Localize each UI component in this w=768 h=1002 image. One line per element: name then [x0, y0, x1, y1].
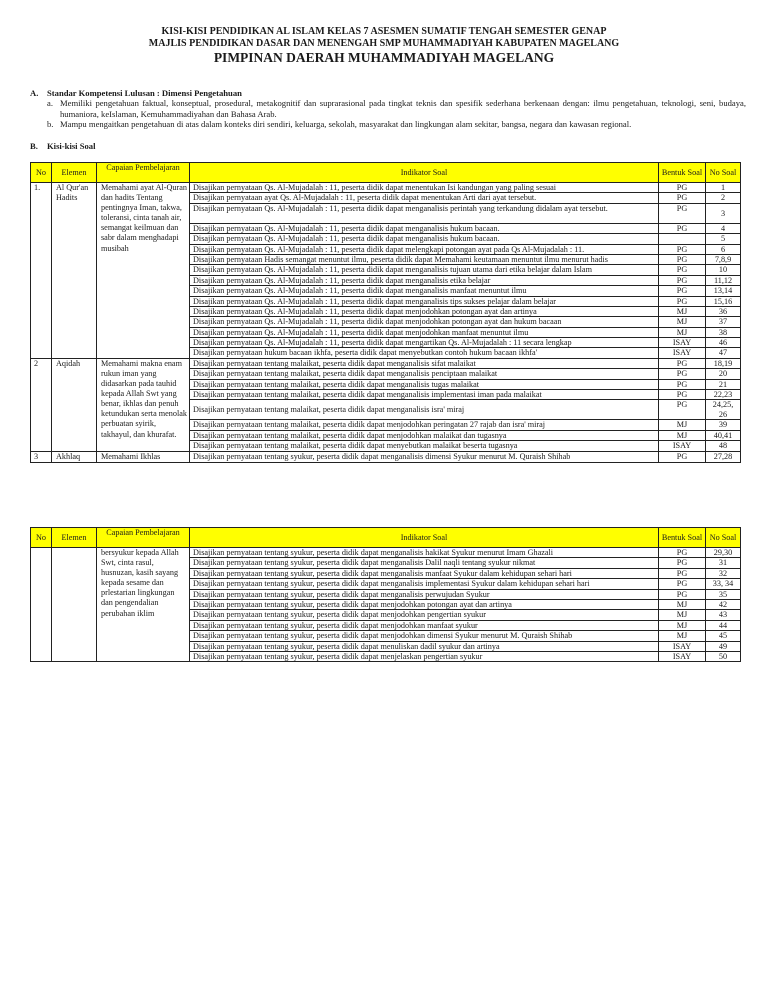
cell-nosoal: 2 — [706, 193, 741, 203]
kisi-kisi-table-2 — [30, 527, 741, 662]
cell-indikator: Disajikan pernyataan Qs. Al-Mujadalah : 11, peserta didik dapat menganalisis tips sukses pelajar dalam belajar — [190, 296, 659, 306]
cell-indikator: Disajikan pernyataan Qs. Al-Mujadalah : 11, peserta didik dapat menganalisis hukum bacaan. — [190, 234, 659, 244]
cell-bentuk: PG — [659, 254, 706, 264]
cell-indikator: Disajikan pernyataan hukum bacaan ikhfa, peserta didik dapat menyebutkan contoh hukum bacaan ikhfa' — [190, 348, 659, 358]
cell-nosoal: 46 — [706, 338, 741, 348]
table-header-row — [31, 163, 741, 183]
section-b-heading — [30, 141, 95, 151]
cell-bentuk: MJ — [659, 599, 706, 609]
section-a-title: Standar Kompetensi Lulusan : Dimensi Pengetahuan — [47, 88, 242, 98]
cell-nosoal: 27,28 — [706, 451, 741, 462]
header-indikator: Indikator Soal — [190, 528, 659, 548]
cell-bentuk: PG — [659, 265, 706, 275]
cell-indikator: Disajikan pernyataan tentang syukur, peserta didik dapat menuliskan dadil syukur dan artinya — [190, 641, 659, 651]
cell-nosoal: 20 — [706, 369, 741, 379]
section-b-marker: B. — [30, 141, 38, 151]
list-marker: b. — [47, 119, 54, 130]
cell-nosoal: 11,12 — [706, 275, 741, 285]
cell-indikator: Disajikan pernyataan tentang syukur, peserta didik dapat menjodohkan potongan ayat dan artinya — [190, 599, 659, 609]
cell-capaian: Memahami ayat Al-Quran dan hadits Tentang pentingnya Iman, takwa, toleransi, cinta tanah air, semangat keilmuan dan sabr dalam menghadapi musibah — [97, 183, 190, 359]
kisi-kisi-table-1 — [30, 162, 741, 463]
cell-bentuk: PG — [659, 558, 706, 568]
table-row — [31, 183, 741, 193]
cell-indikator: Disajikan pernyataan Qs. Al-Mujadalah : 11, peserta didik dapat mengartikan Qs. Al-Mujadalah : 11 secara lengkap — [190, 338, 659, 348]
cell-bentuk: PG — [659, 568, 706, 578]
cell-indikator: Disajikan pernyataan Qs. Al-Mujadalah : 11, peserta didik dapat menjodohkan potongan ayat dan hukum bacaan — [190, 317, 659, 327]
cell-indikator: Disajikan pernyataan tentang malaikat, peserta didik dapat menganalisis tugas malaikat — [190, 379, 659, 389]
cell-nosoal: 6 — [706, 244, 741, 254]
cell-capaian: Memahami makna enam rukun iman yang didasarkan pada tauhid kepada Allah Swt yang benar, ikhlas dan penuh ketundukan serta menolak perbuatan syirik, takhayul, dan khurafat. — [97, 358, 190, 451]
cell-nosoal: 42 — [706, 599, 741, 609]
header-indikator: Indikator Soal — [190, 163, 659, 183]
cell-indikator: Disajikan pernyataan Qs. Al-Mujadalah : 11, peserta didik dapat menganalisis manfaat menuntut ilmu — [190, 286, 659, 296]
cell-nosoal: 7,8,9 — [706, 254, 741, 264]
cell-nosoal: 33, 34 — [706, 579, 741, 589]
cell-bentuk: ISAY — [659, 641, 706, 651]
header-elemen: Elemen — [52, 528, 97, 548]
cell-nosoal: 39 — [706, 420, 741, 430]
cell-indikator: Disajikan pernyataan tentang syukur, peserta didik dapat menjodohkan dimensi Syukur menurut M. Quraish Shihab — [190, 631, 659, 641]
cell-indikator: Disajikan pernyataan tentang malaikat, peserta didik dapat menganalisis implementasi iman pada malaikat — [190, 390, 659, 400]
cell-bentuk: PG — [659, 244, 706, 254]
cell-bentuk: PG — [659, 193, 706, 203]
cell-nosoal: 50 — [706, 651, 741, 661]
cell-nosoal: 13,14 — [706, 286, 741, 296]
list-item-text: Mampu mengaitkan pengetahuan di atas dalam konteks diri sendiri, keluarga, sekolah, masyarakat dan lingkungan alam sekitar, bangsa, negara dan kawasan regional. — [60, 119, 632, 130]
cell-bentuk: PG — [659, 548, 706, 558]
cell-indikator: Disajikan pernyataan Qs. Al-Mujadalah : 11, peserta didik dapat menganalisis perintah yang terkandung didalam ayat tersebut. — [190, 203, 659, 223]
header-capaian: Capaian Pembelajaran — [97, 163, 190, 183]
cell-bentuk: MJ — [659, 306, 706, 316]
header-elemen: Elemen — [52, 163, 97, 183]
cell-indikator: Disajikan pernyataan tentang malaikat, peserta didik dapat menjodohkan malaikat dan tugasnya — [190, 430, 659, 440]
table-header-row — [31, 528, 741, 548]
cell-nosoal: 1 — [706, 183, 741, 193]
cell-nosoal: 24,25, 26 — [706, 400, 741, 420]
cell-bentuk: MJ — [659, 420, 706, 430]
cell-elemen — [52, 548, 97, 662]
cell-bentuk: PG — [659, 451, 706, 462]
cell-indikator: Disajikan pernyataan tentang malaikat, peserta didik dapat menjodohkan peringatan 27 rajab dan isra' miraj — [190, 420, 659, 430]
cell-indikator: Disajikan pernyataan tentang syukur, peserta didik dapat menjodohkan manfaat syukur — [190, 620, 659, 630]
cell-no: 3 — [31, 451, 52, 462]
cell-bentuk: ISAY — [659, 651, 706, 661]
section-a — [30, 88, 746, 130]
cell-indikator: Disajikan pernyataan Hadis semangat menuntut ilmu, peserta didik dapat Memahami keutamaan menuntut ilmu menurut hadis — [190, 254, 659, 264]
cell-nosoal: 44 — [706, 620, 741, 630]
cell-indikator: Disajikan pernyataan Qs. Al-Mujadalah : 11, peserta didik dapat menganalisis etika belajar — [190, 275, 659, 285]
cell-indikator: Disajikan pernyataan tentang syukur, peserta didik dapat menganalisis implementasi Syukur dalam kehidupan sehari hari — [190, 579, 659, 589]
cell-nosoal: 47 — [706, 348, 741, 358]
cell-bentuk: PG — [659, 358, 706, 368]
header-title-line-3: PIMPINAN DAERAH MUHAMMADIYAH MAGELANG — [213, 50, 555, 65]
cell-indikator: Disajikan pernyataan tentang malaikat, peserta didik dapat menyebutkan malaikat beserta tugasnya — [190, 441, 659, 451]
cell-nosoal: 10 — [706, 265, 741, 275]
cell-nosoal: 15,16 — [706, 296, 741, 306]
cell-indikator: Disajikan pernyataan Qs. Al-Mujadalah : 11, peserta didik dapat menentukan Isi kandungan yang paling sesuai — [190, 183, 659, 193]
list-item-text: Memiliki pengetahuan faktual, konseptual, prosedural, metakognitif dan suprarasional pada tingkat teknis dan spesifik sederhana berkenaan dengan: ilmu pengetahuan, teknologi, seni, budaya, humaniora, keIslaman, Kemuhammadiyahan dan Bahasa Arab. — [60, 98, 746, 119]
cell-bentuk — [659, 234, 706, 244]
cell-indikator: Disajikan pernyataan tentang malaikat, peserta didik dapat menganalisis sifat malaikat — [190, 358, 659, 368]
cell-indikator: Disajikan pernyataan Qs. Al-Mujadalah : 11, peserta didik dapat menganalisis tujuan utama dari etika belajar dalam Islam — [190, 265, 659, 275]
cell-bentuk: PG — [659, 589, 706, 599]
list-marker: a. — [47, 98, 53, 109]
cell-bentuk: ISAY — [659, 338, 706, 348]
table-row — [31, 451, 741, 462]
cell-bentuk: PG — [659, 183, 706, 193]
cell-nosoal: 32 — [706, 568, 741, 578]
header-no: No — [31, 528, 52, 548]
header-title-line-2: MAJLIS PENDIDIKAN DASAR DAN MENENGAH SMP MUHAMMADIYAH KABUPATEN MAGELANG — [148, 38, 620, 49]
cell-bentuk: PG — [659, 286, 706, 296]
cell-indikator: Disajikan pernyataan tentang syukur, peserta didik dapat menjodohkan pengertian syukur — [190, 610, 659, 620]
cell-indikator: Disajikan pernyataan tentang syukur, peserta didik dapat menganalisis manfaat Syukur dalam kehidupan sehari hari — [190, 568, 659, 578]
cell-nosoal: 40,41 — [706, 430, 741, 440]
cell-elemen: Akhlaq — [52, 451, 97, 462]
cell-elemen: Aqidah — [52, 358, 97, 451]
cell-bentuk: PG — [659, 296, 706, 306]
header-no: No — [31, 163, 52, 183]
cell-nosoal: 5 — [706, 234, 741, 244]
cell-nosoal: 3 — [706, 203, 741, 223]
cell-indikator: Disajikan pernyataan tentang syukur, peserta didik dapat menganalisis dimensi Syukur menurut M. Quraish Shihab — [190, 451, 659, 462]
cell-bentuk: PG — [659, 390, 706, 400]
cell-bentuk: PG — [659, 379, 706, 389]
cell-indikator: Disajikan pernyataan Qs. Al-Mujadalah : 11, peserta didik dapat melengkapi potongan ayat pada Qs Al-Mujadalah : 11. — [190, 244, 659, 254]
cell-no — [31, 548, 52, 662]
cell-indikator: Disajikan pernyataan ayat Qs. Al-Mujadalah : 11, peserta didik dapat menentukan Arti dari ayat tersebut. — [190, 193, 659, 203]
cell-bentuk: PG — [659, 400, 706, 420]
cell-nosoal: 35 — [706, 589, 741, 599]
cell-indikator: Disajikan pernyataan Qs. Al-Mujadalah : 11, peserta didik dapat menganalisis hukum bacaan. — [190, 223, 659, 233]
cell-nosoal: 45 — [706, 631, 741, 641]
cell-nosoal: 36 — [706, 306, 741, 316]
cell-bentuk: PG — [659, 223, 706, 233]
cell-no: 1. — [31, 183, 52, 359]
cell-bentuk: PG — [659, 579, 706, 589]
cell-bentuk: MJ — [659, 317, 706, 327]
cell-indikator: Disajikan pernyataan tentang malaikat, peserta didik dapat menganalisis penciptaan malaikat — [190, 369, 659, 379]
header-nosoal: No Soal — [706, 528, 741, 548]
section-b-title: Kisi-kisi Soal — [47, 141, 96, 151]
cell-bentuk: MJ — [659, 620, 706, 630]
cell-bentuk: PG — [659, 275, 706, 285]
cell-bentuk: ISAY — [659, 348, 706, 358]
cell-indikator: Disajikan pernyataan tentang syukur, peserta didik dapat menganalisis Dalil naqli tentang syukur nikmat — [190, 558, 659, 568]
cell-nosoal: 48 — [706, 441, 741, 451]
header-bentuk: Bentuk Soal — [659, 528, 706, 548]
section-a-marker: A. — [30, 88, 39, 98]
cell-indikator: Disajikan pernyataan tentang syukur, peserta didik dapat menjelaskan pengertian syukur — [190, 651, 659, 661]
header-title-line-1: KISI-KISI PENDIDIKAN AL ISLAM KELAS 7 ASESMEN SUMATIF TENGAH SEMESTER GENAP — [161, 26, 607, 37]
cell-nosoal: 18,19 — [706, 358, 741, 368]
cell-nosoal: 49 — [706, 641, 741, 651]
header-capaian: Capaian Pembelajaran — [97, 528, 190, 548]
header-bentuk: Bentuk Soal — [659, 163, 706, 183]
cell-bentuk: MJ — [659, 631, 706, 641]
cell-bentuk: MJ — [659, 610, 706, 620]
section-a-item — [30, 98, 746, 119]
cell-nosoal: 38 — [706, 327, 741, 337]
cell-nosoal: 31 — [706, 558, 741, 568]
cell-bentuk: MJ — [659, 327, 706, 337]
cell-nosoal: 29,30 — [706, 548, 741, 558]
cell-nosoal: 21 — [706, 379, 741, 389]
cell-nosoal: 4 — [706, 223, 741, 233]
cell-bentuk: ISAY — [659, 441, 706, 451]
cell-nosoal: 22,23 — [706, 390, 741, 400]
document-header — [0, 26, 768, 66]
cell-elemen: Al Qur'an Hadits — [52, 183, 97, 359]
table-row — [31, 358, 741, 368]
cell-bentuk: PG — [659, 203, 706, 223]
cell-capaian: Memahami Ikhlas — [97, 451, 190, 462]
header-nosoal: No Soal — [706, 163, 741, 183]
cell-indikator: Disajikan pernyataan tentang syukur, peserta didik dapat menganalisis perwujudan Syukur — [190, 589, 659, 599]
cell-indikator: Disajikan pernyataan Qs. Al-Mujadalah : 11, peserta didik dapat menjodohkan manfaat menuntut ilmu — [190, 327, 659, 337]
table-row — [31, 548, 741, 558]
cell-nosoal: 37 — [706, 317, 741, 327]
cell-indikator: Disajikan pernyataan tentang syukur, peserta didik dapat menganalisis hakikat Syukur menurut Imam Ghazali — [190, 548, 659, 558]
section-a-heading — [30, 88, 746, 98]
section-a-item — [30, 119, 746, 129]
cell-bentuk: PG — [659, 369, 706, 379]
cell-indikator: Disajikan pernyataan tentang malaikat, peserta didik dapat menganalisis isra' miraj — [190, 400, 659, 420]
cell-bentuk: MJ — [659, 430, 706, 440]
cell-indikator: Disajikan pernyataan Qs. Al-Mujadalah : 11, peserta didik dapat menjodohkan potongan ayat dan artinya — [190, 306, 659, 316]
cell-nosoal: 43 — [706, 610, 741, 620]
cell-capaian: bersyukur kepada Allah Swt, cinta rasul, husnuzan, kasih sayang kepada sesame dan prlestarian lingkungan dan pengendalian perubahan iklim — [97, 548, 190, 662]
cell-no: 2 — [31, 358, 52, 451]
